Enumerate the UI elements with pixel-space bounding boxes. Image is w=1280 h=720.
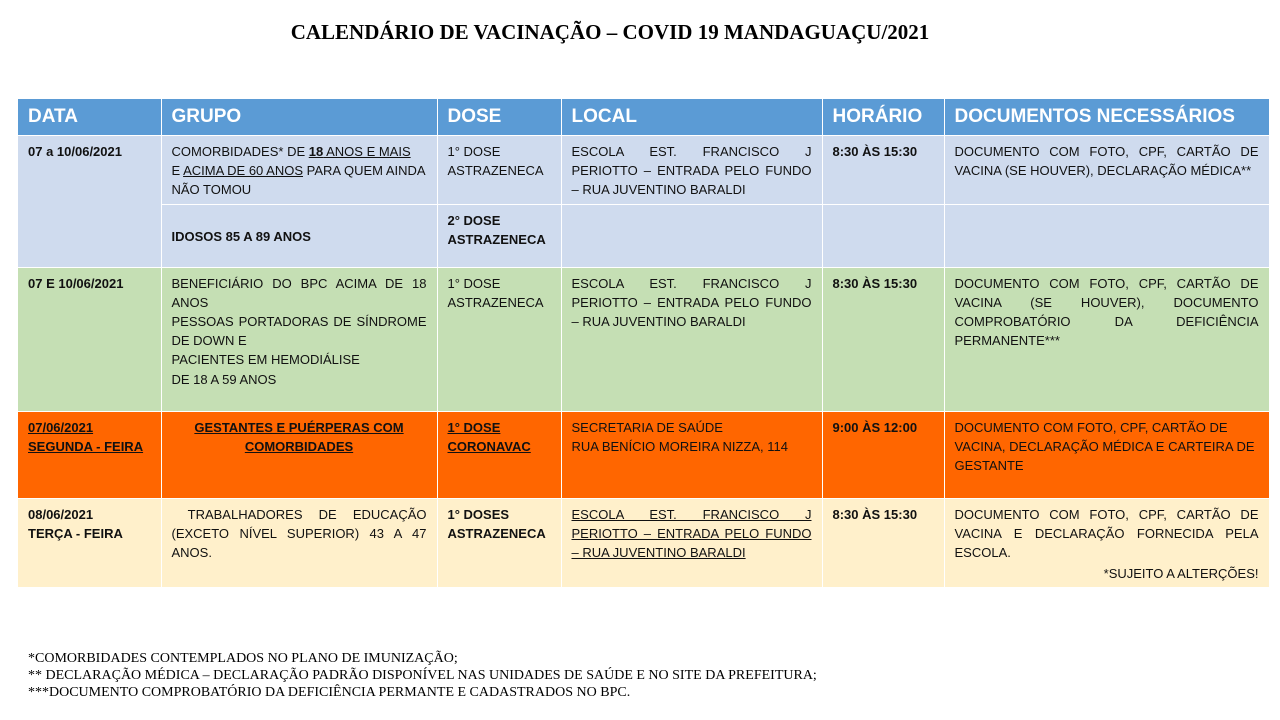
cell-data [18,411,161,498]
grupo-line: PACIENTES EM HEMODIÁLISE [171,352,360,368]
grupo-line: PESSOAS PORTADORAS DE SÍNDROME DE DOWN E [171,314,427,349]
cell-horario: 9:00 ÀS 12:00 [822,411,944,498]
dose-line: 1° DOSE [447,144,501,159]
dose-line: ASTRAZENECA [447,163,544,179]
footnote: ***DOCUMENTO COMPROBATÓRIO DA DEFICIÊNCIA PERMANTE E CADASTRADOS NO BPC. [28,685,631,700]
cell-documentos: DOCUMENTO COM FOTO, CPF, CARTÃO DE VACINA, DECLARAÇÃO MÉDICA E CARTEIRA DE GESTANTE [944,411,1269,498]
cell-grupo: TRABALHADORES DE EDUCAÇÃO (EXCETO NÍVEL SUPERIOR) 43 A 47 ANOS. [161,498,437,588]
local-line: SECRETARIA DE SAÚDE [571,419,723,435]
cell-dose [437,204,561,267]
cell-documentos: DOCUMENTO COM FOTO, CPF, CARTÃO DE VACINA (SE HOUVER), DOCUMENTO COMPROBATÓRIO DA DEFICIÊNCIA PERMANENTE*** [944,267,1269,411]
grupo-text-underlined: ACIMA DE 60 ANOS [183,163,304,179]
subject-to-change-note: *SUJEITO A ALTERÇÕES! [1103,566,1259,582]
cell-local [561,204,822,267]
cell-horario: 8:30 ÀS 15:30 [822,498,944,588]
table-row [18,204,1269,267]
cell-grupo: IDOSOS 85 A 89 ANOS [161,204,437,267]
footnote: *COMORBIDADES CONTEMPLADOS NO PLANO DE IMUNIZAÇÃO; [28,651,458,666]
table-row [18,136,1269,205]
data-line: 08/06/2021 [28,506,94,522]
header-dose: DOSE [437,99,561,136]
cell-dose [437,267,561,411]
dose-line: ASTRAZENECA [447,525,546,541]
grupo-text-underlined: ANOS E MAIS [323,144,411,159]
cell-horario: 8:30 ÀS 15:30 [822,136,944,205]
dose-line: 2° DOSE [447,212,501,228]
data-line: TERÇA - FEIRA [28,525,123,541]
grupo-text: COMORBIDADES* DE [171,144,309,159]
vaccination-schedule-table [18,99,1270,588]
cell-local: ESCOLA EST. FRANCISCO J PERIOTTO – ENTRADA PELO FUNDO – RUA JUVENTINO BARALDI [561,267,822,411]
cell-data: 07 a 10/06/2021 [18,136,161,268]
table-row [18,267,1269,411]
table-row [18,411,1269,498]
cell-grupo [161,267,437,411]
local-line: RUA BENÍCIO MOREIRA NIZZA, 114 [571,438,788,454]
cell-documentos: DOCUMENTO COM FOTO, CPF, CARTÃO DE VACINA (SE HOUVER), DECLARAÇÃO MÉDICA** [944,136,1269,205]
cell-local: ESCOLA EST. FRANCISCO J PERIOTTO – ENTRADA PELO FUNDO – RUA JUVENTINO BARALDI [561,498,822,588]
cell-local: ESCOLA EST. FRANCISCO J PERIOTTO – ENTRADA PELO FUNDO – RUA JUVENTINO BARALDI [561,136,822,205]
grupo-text: PARA QUEM AINDA NÃO TOMOU [171,163,425,198]
cell-dose [437,136,561,205]
cell-grupo [161,136,437,205]
grupo-text: E [171,163,184,179]
cell-documentos [944,498,1269,588]
dose-line: ASTRAZENECA [447,294,544,310]
cell-documentos [944,204,1269,267]
dose-line: 1° DOSE [447,419,501,435]
header-documentos: DOCUMENTOS NECESSÁRIOS [944,99,1269,136]
data-line: SEGUNDA - FEIRA [28,438,144,454]
data-line: 07/06/2021 [28,419,94,435]
cell-horario [822,204,944,267]
header-horario: HORÁRIO [822,99,944,136]
table-header-row [18,99,1269,136]
cell-data [18,498,161,588]
dose-line: CORONAVAC [447,438,531,454]
dose-line: 1° DOSE [447,275,501,291]
dose-line: ASTRAZENECA [447,231,546,247]
grupo-line: BENEFICIÁRIO DO BPC ACIMA DE 18 ANOS [171,275,427,310]
page-title: CALENDÁRIO DE VACINAÇÃO – COVID 19 MANDAGUAÇU/2021 [290,20,930,44]
footnotes [28,650,817,701]
documentos-text: DOCUMENTO COM FOTO, CPF, CARTÃO DE VACINA E DECLARAÇÃO FORNECIDA PELA ESCOLA. [954,506,1259,561]
grupo-line: DE 18 A 59 ANOS [171,371,277,387]
cell-dose [437,498,561,588]
cell-dose [437,411,561,498]
cell-data: 07 E 10/06/2021 [18,267,161,411]
header-local: LOCAL [561,99,822,136]
cell-local [561,411,822,498]
table-row [18,498,1269,588]
header-data: DATA [18,99,161,136]
cell-grupo: GESTANTES E PUÉRPERAS COM COMORBIDADES [161,411,437,498]
header-grupo: GRUPO [161,99,437,136]
cell-horario: 8:30 ÀS 15:30 [822,267,944,411]
dose-line: 1° DOSES [447,506,510,522]
grupo-age-highlight: 18 [308,144,324,159]
footnote: ** DECLARAÇÃO MÉDICA – DECLARAÇÃO PADRÃO DISPONÍVEL NAS UNIDADES DE SAÚDE E NO SITE DA PREFEITURA; [28,668,817,683]
